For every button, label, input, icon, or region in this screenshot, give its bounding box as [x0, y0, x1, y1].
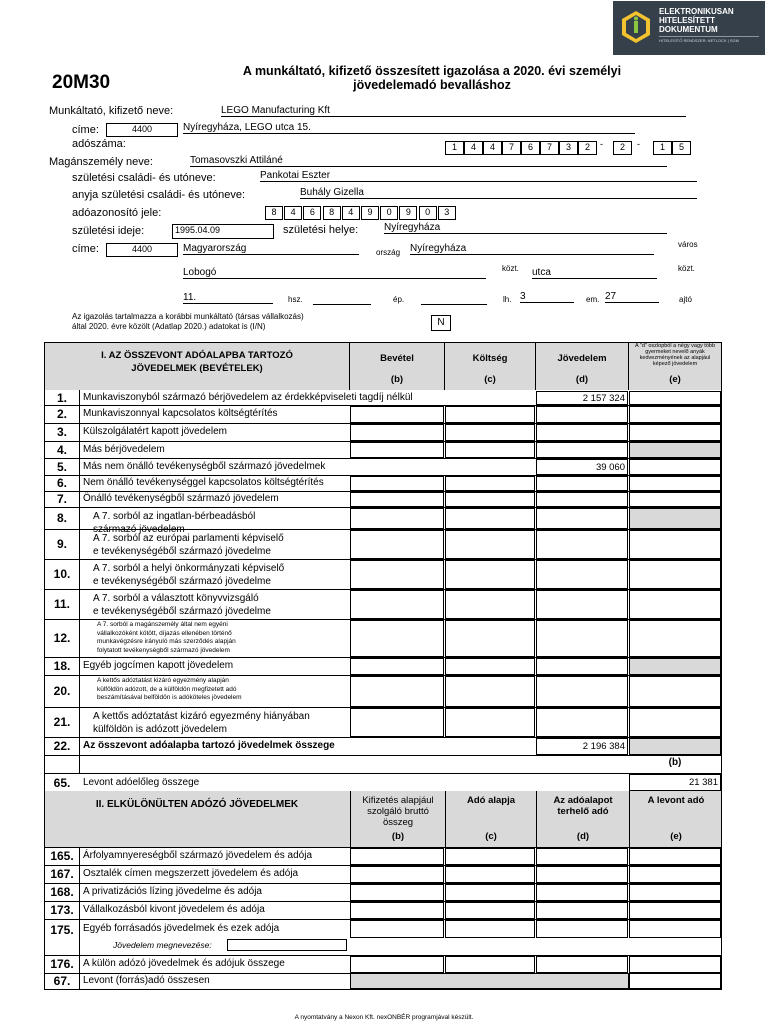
row-label: Más bérjövedelem: [83, 443, 165, 455]
row-number: 21.: [53, 715, 71, 729]
row-number: 65.: [53, 776, 71, 790]
table-row: [45, 458, 721, 476]
row-number: 173.: [50, 903, 74, 917]
value-cell: 2 196 384: [536, 738, 628, 755]
street-type: utca: [532, 267, 657, 279]
section2-col-letter: (d): [576, 831, 590, 842]
row-label: [97, 621, 236, 655]
table-row: [45, 973, 721, 989]
value-cell: [629, 424, 721, 441]
table-row: [45, 529, 721, 560]
street: Lobogó: [183, 267, 486, 279]
col-d-header: Jövedelem (d): [536, 343, 629, 390]
value-cell: [536, 590, 628, 619]
value-cell: [629, 590, 721, 619]
row-number: 12.: [53, 631, 71, 645]
section2-col-title: Kifizetés alapjául szolgáló bruttó összeg: [362, 795, 434, 828]
table-row: [45, 405, 721, 424]
person-name: Tomasovszki Attiláné: [190, 155, 667, 167]
street-type-label: közt.: [502, 264, 519, 273]
house-number: 11.: [183, 292, 273, 304]
value-cell: [629, 848, 721, 865]
row-label: Önálló tevékenységből származó jövedelem: [83, 493, 279, 504]
taxid-digit: 0: [419, 206, 437, 220]
col-b-header: Bevétel (b): [350, 343, 445, 390]
value-cell: [536, 406, 628, 423]
row-label-line: külföldön is adózott jövedelem: [93, 724, 227, 735]
door: 27: [605, 291, 659, 303]
value-cell: [445, 708, 535, 737]
row-label: Levont (forrás)adó összesen: [83, 975, 210, 986]
value-cell: [445, 530, 535, 559]
taxid-digit: 8: [265, 206, 283, 220]
row-label-line: A 7. sorból a választott könyvvizsgáló: [93, 593, 259, 604]
street-type-label-2: közt.: [678, 264, 695, 273]
value-cell: [629, 530, 721, 559]
value-cell: [536, 884, 628, 901]
city: Nyíregyháza: [410, 243, 654, 255]
row-label: Munkaviszonyból származó bérjövedelem az érdekképviseleti tagdíj nélkül: [83, 391, 413, 403]
table-row: [45, 390, 721, 406]
certificate-seal-icon: [619, 10, 653, 44]
value-cell: [536, 848, 628, 865]
row-label-line: A 7. sorból a helyi önkormányzati képviselő: [93, 563, 285, 574]
taxid-label: adóazonosító jele:: [72, 207, 162, 219]
table-row: [45, 919, 721, 956]
employer-address: Nyíregyháza, LEGO utca 15.: [183, 122, 635, 134]
row-number: 7.: [56, 492, 67, 506]
value-cell: [350, 848, 444, 865]
row-label-line: külföldön adózott, de a külföldön megfizetett adó: [97, 685, 237, 693]
value-cell: [536, 708, 628, 737]
section2-col-header: [350, 791, 445, 847]
taxid-digit: 6: [303, 206, 321, 220]
hsz-label: hsz.: [288, 295, 303, 304]
row-number: 10.: [53, 567, 71, 581]
tax-dash: -: [600, 139, 603, 149]
table-row: [45, 491, 721, 508]
row65-column-letter: (b): [668, 757, 682, 768]
row-label: Külszolgálatért kapott jövedelem: [83, 426, 227, 437]
lh-label: lh.: [503, 295, 512, 304]
tax-digit: 6: [521, 141, 540, 155]
value-cell: [445, 920, 535, 938]
form-title: A munkáltató, kifizető összesített igazolása a 2020. évi személyi jövedelemadó bevalláshoz: [242, 64, 622, 92]
row-number: 22.: [53, 739, 71, 753]
section2-col-title: A levont adó: [647, 795, 705, 806]
ep-label: ép.: [393, 295, 405, 304]
ajto-label: ajtó: [679, 295, 692, 304]
country-label: ország: [376, 248, 401, 257]
value-cell: [536, 424, 628, 441]
value-cell: [629, 492, 721, 507]
section2-col-header: [629, 791, 722, 847]
num-divider-2: [79, 847, 80, 989]
footer-note: A nyomtatvány a Nexon Kft. nexONBÉR programjával készült.: [294, 1014, 474, 1021]
section2-col-letter: (c): [485, 831, 497, 842]
value-cell: [629, 884, 721, 901]
dob-label: születési ideje:: [72, 225, 145, 237]
value-cell: [445, 424, 535, 441]
value-cell: [629, 658, 721, 675]
table-row: [45, 657, 721, 676]
badge-line4: HITELESÍTŐ RENDSZER: NETLOCK | SGM: [659, 38, 739, 43]
row-label-line: A 7. sorból a magánszemély által nem egyéni: [97, 621, 228, 628]
section2-col-letter: (e): [670, 831, 682, 842]
building-field: [313, 292, 371, 305]
row-label-line: A kettős adóztatást kizáró egyezmény alapján: [97, 677, 229, 684]
value-cell: [350, 658, 444, 675]
row-label: Munkaviszonnyal kapcsolatos költségtérítés: [83, 408, 278, 419]
value-cell: [629, 866, 721, 883]
row-label: A privatizációs lízing jövedelme és adója: [83, 886, 262, 897]
value-cell: [350, 708, 444, 737]
birthname: Pankotai Eszter: [260, 170, 697, 182]
tax-digit: 1: [445, 141, 464, 155]
table-row: [45, 441, 721, 459]
floor: 3: [520, 291, 574, 303]
value-cell: [350, 492, 444, 507]
value-cell: [445, 492, 535, 507]
tax-digit: 1: [653, 141, 672, 155]
tax-dash: -: [637, 139, 640, 149]
taxid-digit: 9: [399, 206, 417, 220]
section2-title: II. ELKÜLÖNÜLTEN ADÓZÓ JÖVEDELMEK: [95, 799, 299, 810]
value-cell: [629, 902, 721, 919]
tax-digit: 2: [613, 141, 632, 155]
value-cell: [350, 590, 444, 619]
tax-digit: 2: [578, 141, 597, 155]
value-cell: 2 157 324: [536, 391, 628, 405]
section1-title1: I. AZ ÖSSZEVONT ADÓALAPBA TARTOZÓ: [101, 350, 293, 361]
person-name-label: Magánszemély neve:: [49, 156, 153, 168]
value-cell: [445, 884, 535, 901]
table-row: [45, 847, 721, 866]
value-cell: 39 060: [536, 459, 628, 475]
value-cell: [445, 442, 535, 458]
row-label-line: származó jövedelem: [93, 524, 185, 535]
employer-name-label: Munkáltató, kifizető neve:: [49, 105, 174, 117]
value-cell: [629, 920, 721, 938]
row-number: 67.: [53, 974, 71, 988]
income-table: [44, 342, 722, 990]
person-zip: 4400: [106, 243, 178, 257]
value-cell: [629, 476, 721, 491]
value-cell: [536, 508, 628, 529]
value-cell: [629, 508, 721, 529]
description-field: [227, 939, 347, 951]
value-cell: [536, 476, 628, 491]
taxid-digit: 4: [284, 206, 302, 220]
value-cell: [350, 902, 444, 919]
row-number: 3.: [56, 425, 67, 439]
col-c-header: Költség (c): [445, 343, 536, 390]
value-cell: [629, 738, 721, 755]
taxid-digit: 8: [323, 206, 341, 220]
mother-name: Buhály Gizella: [300, 187, 697, 199]
country: Magyarország: [183, 243, 359, 255]
value-cell: [629, 973, 721, 989]
num-divider: [79, 390, 80, 774]
shaded-cell: [350, 973, 629, 989]
row-number: 5.: [56, 459, 67, 474]
badge-line3: DOKUMENTUM: [659, 25, 718, 34]
value-cell: [536, 492, 628, 507]
table-row: [45, 707, 721, 738]
pob: Nyíregyháza: [384, 222, 667, 234]
value-cell: [445, 560, 535, 589]
taxid-digit: 3: [438, 206, 456, 220]
row-number: 167.: [50, 867, 74, 881]
table-row: [45, 675, 721, 708]
table-row: [45, 423, 721, 442]
section2-col-title: Az adóalapot terhelő adó: [553, 795, 613, 817]
row-label-line: folytatott tevékenységből származó jövedelem: [97, 646, 230, 654]
value-cell: [350, 620, 444, 657]
value-cell: [629, 406, 721, 423]
dob: 1995.04.09: [172, 224, 274, 239]
row-label-line: beszámításával belföldön is adóköteles jövedelem: [97, 694, 242, 701]
birthname-label: születési családi- és utóneve:: [72, 172, 216, 184]
row-number: 1.: [56, 390, 67, 405]
row-label: [97, 677, 242, 703]
value-cell: [445, 590, 535, 619]
value-cell: [445, 676, 535, 707]
value-cell: [445, 508, 535, 529]
prior-employer-value: N: [431, 315, 451, 331]
row-label: Levont adóelőleg összege: [83, 777, 200, 788]
mother-name-label: anyja születési családi- és utóneve:: [72, 189, 246, 201]
section2-col-title: Adó alapja: [466, 795, 516, 806]
row-number: 2.: [56, 407, 67, 421]
row-number: 6.: [56, 476, 67, 490]
taxid-digit: 0: [380, 206, 398, 220]
row-label: [93, 532, 284, 558]
value-cell: [350, 560, 444, 589]
row-label: Más nem önálló tevékenységből származó jövedelmek: [83, 460, 326, 472]
value-cell: [350, 406, 444, 423]
tax-digit: 3: [559, 141, 578, 155]
row-label-line: e tevékenységéből származó jövedelme: [93, 546, 271, 557]
tax-digit: 5: [672, 141, 691, 155]
row-label: [93, 562, 284, 588]
value-cell: [350, 508, 444, 529]
row-label: A külön adózó jövedelmek és adójuk összege: [83, 958, 285, 969]
value-cell: [445, 902, 535, 919]
row-label: Árfolyamnyereségből származó jövedelem és adója: [83, 850, 313, 861]
row-label: Nem önálló tevékenységgel kapcsolatos költségtérítés: [83, 477, 324, 488]
value-cell: [445, 956, 535, 973]
value-cell: [445, 406, 535, 423]
value-cell: [350, 676, 444, 707]
row-number: 4.: [56, 442, 67, 457]
table-row: [45, 619, 721, 658]
row-number: 168.: [50, 885, 74, 899]
tax-digit: 7: [502, 141, 521, 155]
value-cell: [536, 658, 628, 675]
value-cell: [350, 956, 444, 973]
value-cell: [536, 866, 628, 883]
row-number: 8.: [56, 511, 67, 525]
value-cell: [350, 442, 444, 458]
value-cell: [536, 676, 628, 707]
section2-col-header: [536, 791, 629, 847]
taxid-digit: 4: [342, 206, 360, 220]
row-65: [45, 773, 721, 792]
employer-name: LEGO Manufacturing Kft: [221, 105, 686, 117]
row-number: 175.: [50, 923, 74, 937]
row-label: [93, 592, 271, 618]
value-cell: [629, 391, 721, 405]
prior-employer-note: Az igazolás tartalmazza a korábbi munkáltató (társas vállalkozás) által 2020. évre közölt (Adatlap 2020.) adatokat is (I/N): [72, 312, 304, 331]
table-row: [45, 559, 721, 590]
value-cell: [536, 920, 628, 938]
value-cell: [629, 459, 721, 475]
table-row: [45, 901, 721, 920]
row-number: 9.: [56, 537, 67, 551]
em-label: em.: [586, 295, 600, 304]
city-label: város: [678, 240, 698, 249]
value-cell: [350, 424, 444, 441]
pob-label: születési helye:: [283, 224, 359, 236]
row-label-line: e tevékenységéből származó jövedelme: [93, 606, 271, 617]
value-cell: [536, 560, 628, 589]
table-row: [45, 883, 721, 902]
row-label: Egyéb forrásadós jövedelmek és ezek adója: [83, 923, 280, 934]
value-cell: [536, 620, 628, 657]
value-cell: [350, 920, 444, 938]
badge-line2: HITELESÍTETT: [659, 16, 715, 25]
tax-digit: 4: [464, 141, 483, 155]
value-cell: [350, 476, 444, 491]
row-label: [93, 710, 310, 736]
e-signature-badge: [613, 1, 765, 55]
badge-divider: [659, 36, 759, 37]
value-cell: [350, 530, 444, 559]
row-label: Vállalkozásból kivont jövedelem és adója: [83, 904, 265, 915]
row-label-line: munkavégzésre irányuló más szerződés alapján: [97, 638, 236, 645]
tax-digit: 4: [483, 141, 502, 155]
table-row: [45, 865, 721, 884]
value-cell: [445, 848, 535, 865]
employer-address-label: címe:: [72, 124, 99, 136]
value-cell: [536, 442, 628, 458]
employer-zip: 4400: [106, 123, 178, 137]
table-row: [45, 955, 721, 974]
table-row: [45, 507, 721, 535]
row-number: 18.: [53, 659, 71, 673]
person-address-label: címe:: [72, 243, 99, 255]
row-label: Egyéb jogcímen kapott jövedelem: [83, 660, 234, 671]
row-label: Osztalék címen megszerzett jövedelem és adója: [83, 868, 299, 879]
row-number: 11.: [53, 597, 71, 611]
value-cell: [350, 884, 444, 901]
section2-col-letter: (b): [391, 831, 405, 842]
row-label-line: vállalkozóként kötött, díjazás ellenében történő: [97, 629, 232, 637]
value-cell: [536, 902, 628, 919]
row-label-line: A 7. sorból az ingatlan-bérbeadásból: [93, 511, 256, 522]
row-number: 165.: [50, 849, 74, 863]
section2-col-header: [445, 791, 536, 847]
tax-digit: 7: [540, 141, 559, 155]
section1-header: [45, 343, 350, 390]
value-cell: [629, 676, 721, 707]
row-sublabel: Jövedelem megnevezése:: [113, 940, 212, 950]
value-cell: 21 381: [629, 774, 721, 791]
section1-title2: JÖVEDELMEK (BEVÉTELEK): [131, 363, 263, 374]
value-cell: [350, 866, 444, 883]
row-label-line: A 7. sorból az európai parlamenti képviselő: [93, 533, 284, 544]
employer-tax-label: adószáma:: [72, 138, 126, 150]
value-cell: [445, 476, 535, 491]
value-cell: [536, 956, 628, 973]
col-e-header: A "d" oszlopból a négy vagy több gyermeket nevelő anyák kedvezményének az alapjául képező jövedelem (e): [629, 343, 721, 390]
value-cell: [445, 866, 535, 883]
section2-header: [45, 791, 721, 848]
value-cell: [536, 530, 628, 559]
value-cell: [629, 956, 721, 973]
value-cell: [445, 620, 535, 657]
staircase-field: [421, 292, 487, 305]
row-label-line: A kettős adóztatást kizáró egyezmény hiányában: [93, 711, 310, 722]
table-row: [45, 589, 721, 620]
value-cell: [445, 658, 535, 675]
table-row: [45, 737, 721, 756]
taxid-digit: 9: [361, 206, 379, 220]
row-label: Az összevont adóalapba tartozó jövedelmek összege: [83, 740, 335, 751]
value-cell: [629, 442, 721, 458]
form-code: 20M30: [52, 72, 111, 93]
row-number: 20.: [53, 684, 71, 698]
badge-line1: ELEKTRONIKUSAN: [659, 7, 734, 16]
value-cell: [629, 560, 721, 589]
table-row: [45, 475, 721, 492]
value-cell: [629, 620, 721, 657]
row-label-line: e tevékenységéből származó jövedelme: [93, 576, 271, 587]
value-cell: [629, 708, 721, 737]
row-number: 176.: [50, 957, 74, 971]
